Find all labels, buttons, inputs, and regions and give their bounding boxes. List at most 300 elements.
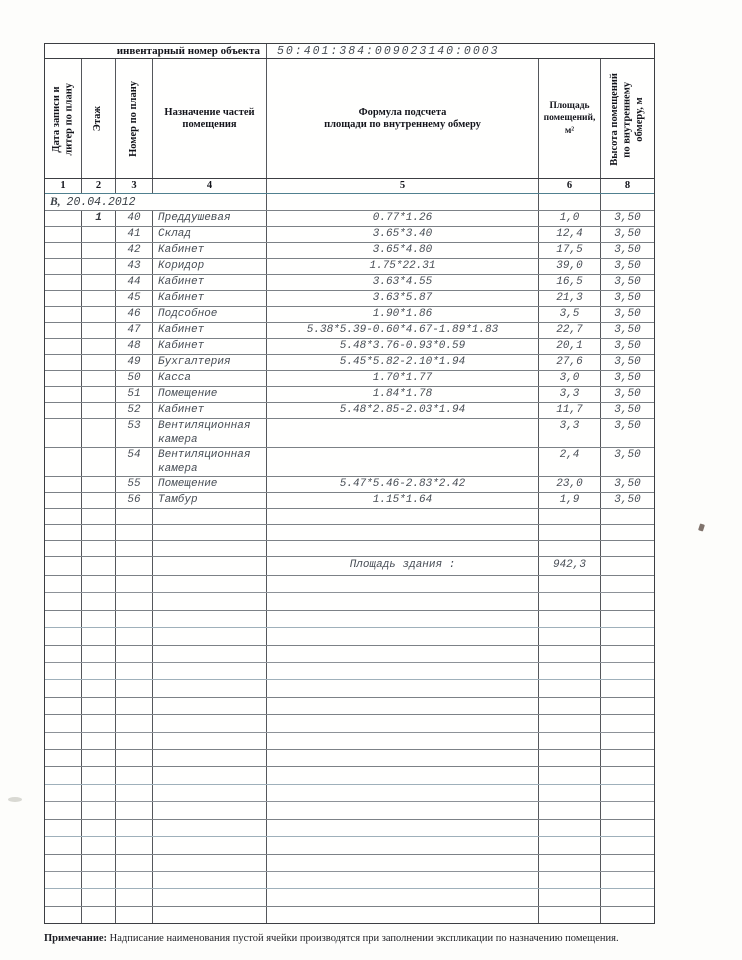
- cell-name: [153, 715, 267, 731]
- cell-name: [153, 663, 267, 679]
- column-header-date: [45, 59, 82, 178]
- cell-floor: [82, 403, 116, 418]
- cell-formula: 5.48*3.76-0.93*0.59: [267, 339, 539, 354]
- column-number: 1: [45, 179, 82, 193]
- cell-height: 3,50: [614, 388, 641, 400]
- empty-cell: [539, 194, 601, 210]
- cell-area: [539, 820, 601, 836]
- cell-number: [116, 802, 153, 818]
- cell-height: [601, 628, 654, 644]
- header-line: Площадь: [549, 100, 590, 111]
- cell-area: [539, 907, 601, 923]
- cell-date: [45, 477, 82, 492]
- cell-date: [45, 889, 82, 905]
- cell-formula: [267, 525, 539, 540]
- cell-area: [539, 855, 601, 871]
- cell-height: [601, 733, 654, 749]
- cell-name: [153, 593, 267, 609]
- cell-height: [601, 750, 654, 766]
- cell-date: [45, 307, 82, 322]
- scan-smudge: [8, 797, 22, 802]
- cell-area: [539, 593, 601, 609]
- cell-area: 1,0: [539, 211, 601, 226]
- cell-date: [45, 403, 82, 418]
- cell-number: [116, 907, 153, 923]
- cell-name: [153, 698, 267, 714]
- cell-date: [45, 259, 82, 274]
- cell-floor: [82, 448, 116, 476]
- cell-date: [45, 820, 82, 836]
- header-line: Назначение частей: [164, 106, 255, 118]
- cell-number: 52: [116, 403, 153, 418]
- table-row: [45, 448, 654, 477]
- cell-number: [116, 525, 153, 540]
- cell-area: 12,4: [539, 227, 601, 242]
- cell-number: [116, 576, 153, 592]
- header-line: помещения: [182, 119, 237, 130]
- cell-floor: [82, 889, 116, 905]
- table-row: [45, 403, 654, 419]
- table-row: [45, 715, 654, 732]
- cell-formula: [267, 628, 539, 644]
- cell-name: Касса: [153, 371, 267, 386]
- cell-height: 3,50: [614, 420, 641, 432]
- cell-name: Кабинет: [153, 291, 267, 306]
- cell-number: 50: [116, 371, 153, 386]
- cell-height: [601, 802, 654, 818]
- table-row: [45, 509, 654, 525]
- cell-date: [45, 227, 82, 242]
- cell-floor: 1: [82, 211, 116, 226]
- cell-name: [153, 541, 267, 556]
- header-line: Высота помещений: [608, 72, 620, 166]
- cell-name: Кабинет: [153, 339, 267, 354]
- cell-date: [45, 525, 82, 540]
- cell-area: 11,7: [539, 403, 601, 418]
- cell-formula: [267, 767, 539, 783]
- cell-floor: [82, 227, 116, 242]
- cell-formula: [267, 855, 539, 871]
- cell-date: [45, 750, 82, 766]
- cell-number: [116, 698, 153, 714]
- cell-date: [45, 371, 82, 386]
- header-line: площади по внутреннему обмеру: [324, 119, 481, 130]
- cell-number: [116, 750, 153, 766]
- cell-area: 20,1: [539, 339, 601, 354]
- footnote-text: Надписание наименования пустой ячейки производятся при заполнении экспликации по назначению помещения.: [109, 933, 619, 944]
- cell-date: [45, 872, 82, 888]
- scan-speck: [698, 523, 705, 531]
- cell-name: [153, 855, 267, 871]
- cell-floor: [82, 243, 116, 258]
- cell-height: [601, 855, 654, 871]
- cell-floor: [82, 259, 116, 274]
- cell-name: [153, 628, 267, 644]
- cell-floor: [82, 663, 116, 679]
- cell-area: 2,4: [539, 448, 601, 476]
- cell-formula: 5.48*2.85-2.03*1.94: [267, 403, 539, 418]
- column-number: 4: [153, 179, 267, 193]
- cell-name: Подсобное: [153, 307, 267, 322]
- cell-floor: [82, 387, 116, 402]
- cell-date: [45, 291, 82, 306]
- cell-formula: [267, 509, 539, 524]
- cell-area: 3,3: [539, 419, 601, 447]
- building-area-label: Площадь здания :: [267, 557, 539, 575]
- cell-floor: [82, 593, 116, 609]
- cell-name: [153, 680, 267, 696]
- cell-height: 3,50: [614, 292, 641, 304]
- cell-date: [45, 785, 82, 801]
- cell-area: 3,0: [539, 371, 601, 386]
- cell-floor: [82, 509, 116, 524]
- cell-area: [539, 680, 601, 696]
- cell-floor: [82, 767, 116, 783]
- cell-area: [539, 576, 601, 592]
- table-row: [45, 323, 654, 339]
- cell-formula: [267, 698, 539, 714]
- cell-date: [45, 611, 82, 627]
- column-header-formula: [267, 59, 539, 178]
- cell-name: Кабинет: [153, 403, 267, 418]
- inventory-number-value: 50:401:384:009023140:0003: [277, 45, 500, 58]
- cell-formula: [267, 733, 539, 749]
- cell-number: [116, 872, 153, 888]
- table-row: [45, 767, 654, 784]
- cell-floor: [82, 907, 116, 923]
- cell-number: 54: [116, 448, 153, 476]
- cell-date: [45, 837, 82, 853]
- cell-height: 3,50: [614, 276, 641, 288]
- cell-number: [116, 593, 153, 609]
- table-row: [45, 837, 654, 854]
- table-row: [45, 820, 654, 837]
- cell-height: 3,50: [614, 404, 641, 416]
- header-line: обмеру, м: [633, 96, 645, 142]
- cell-number: [116, 820, 153, 836]
- cell-formula: 5.38*5.39-0.60*4.67-1.89*1.83: [267, 323, 539, 338]
- cell-height: 3,50: [614, 212, 641, 224]
- cell-number: 51: [116, 387, 153, 402]
- header-line: помещений, м²: [543, 113, 596, 136]
- cell-area: 27,6: [539, 355, 601, 370]
- cell-number: [116, 680, 153, 696]
- table-row: [45, 493, 654, 509]
- cell-formula: [267, 576, 539, 592]
- cell-name: Помещение: [153, 387, 267, 402]
- cell-height: 3,50: [614, 494, 641, 506]
- cell-area: 39,0: [539, 259, 601, 274]
- cell-name: Тамбур: [153, 493, 267, 508]
- cell-area: [539, 698, 601, 714]
- cell-name: [153, 733, 267, 749]
- cell-name: [153, 785, 267, 801]
- cell-area: 3,5: [539, 307, 601, 322]
- cell-floor: [82, 680, 116, 696]
- cell-formula: [267, 872, 539, 888]
- cell-number: [116, 767, 153, 783]
- table-row: [45, 750, 654, 767]
- cell-name: Вентиляционная камера: [153, 448, 267, 476]
- cell-height: 3,50: [614, 244, 641, 256]
- cell-date: [45, 733, 82, 749]
- cell-date: [45, 593, 82, 609]
- cell-date: [45, 509, 82, 524]
- table-row: [45, 611, 654, 628]
- cell-number: [116, 889, 153, 905]
- column-numbers-row: [45, 179, 654, 194]
- column-number: 2: [82, 179, 116, 193]
- cell-name: [153, 837, 267, 853]
- table-row: [45, 291, 654, 307]
- cell-formula: 3.65*3.40: [267, 227, 539, 242]
- cell-formula: 5.47*5.46-2.83*2.42: [267, 477, 539, 492]
- table-row: [45, 227, 654, 243]
- cell-height: [601, 509, 654, 524]
- cell-name: [153, 820, 267, 836]
- column-header-number: [116, 59, 153, 178]
- empty-rows-after: [45, 576, 654, 923]
- cell-name: Кабинет: [153, 275, 267, 290]
- cell-formula: [267, 750, 539, 766]
- cell-area: [539, 509, 601, 524]
- cell-height: 3,50: [614, 324, 641, 336]
- cell-floor: [82, 525, 116, 540]
- cell-formula: [267, 715, 539, 731]
- table-row: [45, 593, 654, 610]
- cell-number: 56: [116, 493, 153, 508]
- cell-area: [539, 802, 601, 818]
- cell-area: 3,3: [539, 387, 601, 402]
- column-number: 3: [116, 179, 153, 193]
- cell-name: [153, 525, 267, 540]
- header-line: Формула подсчета: [358, 106, 447, 118]
- footnote: [44, 932, 709, 945]
- header-line: Номер по плану: [127, 81, 139, 157]
- cell-number: [116, 785, 153, 801]
- cell-name: [153, 509, 267, 524]
- cell-number: [116, 715, 153, 731]
- cell-date: [45, 323, 82, 338]
- column-number: 8: [624, 180, 631, 191]
- cell-floor: [82, 541, 116, 556]
- cell-number: 46: [116, 307, 153, 322]
- cell-formula: [267, 541, 539, 556]
- table-row: [45, 477, 654, 493]
- cell-date: [45, 698, 82, 714]
- cell-number: [116, 733, 153, 749]
- cell-formula: [267, 785, 539, 801]
- table-row: [45, 889, 654, 906]
- table-row: [45, 419, 654, 448]
- cell-height: [601, 663, 654, 679]
- record-date: 20.04.2012: [66, 196, 136, 209]
- cell-height: [601, 541, 654, 556]
- column-number: 5: [267, 179, 539, 193]
- cell-number: 47: [116, 323, 153, 338]
- empty-cell: [601, 194, 654, 210]
- cell-name: Склад: [153, 227, 267, 242]
- cell-name: [153, 907, 267, 923]
- cell-formula: [267, 663, 539, 679]
- table-row: [45, 307, 654, 323]
- table-row: [45, 387, 654, 403]
- cell-area: 17,5: [539, 243, 601, 258]
- cell-height: 3,50: [614, 372, 641, 384]
- cell-floor: [82, 855, 116, 871]
- cell-height: [601, 872, 654, 888]
- cell-area: [539, 628, 601, 644]
- cell-floor: [82, 419, 116, 447]
- table-row: [45, 785, 654, 802]
- cell-height: [601, 525, 654, 540]
- table-row: [45, 259, 654, 275]
- cell-number: 53: [116, 419, 153, 447]
- cell-floor: [82, 785, 116, 801]
- cell-number: 42: [116, 243, 153, 258]
- cell-date: [45, 628, 82, 644]
- cell-height: [601, 785, 654, 801]
- cell-area: [539, 733, 601, 749]
- cell-floor: [82, 307, 116, 322]
- cell-formula: [267, 907, 539, 923]
- table-row: [45, 733, 654, 750]
- cell-floor: [82, 628, 116, 644]
- cell-name: [153, 872, 267, 888]
- cell-floor: [82, 576, 116, 592]
- cell-floor: [82, 323, 116, 338]
- cell-date: [45, 767, 82, 783]
- table-row: [45, 211, 654, 227]
- cell-date: [45, 448, 82, 476]
- table-row: [45, 663, 654, 680]
- cell-area: 23,0: [539, 477, 601, 492]
- table-row: [45, 907, 654, 923]
- cell-area: 22,7: [539, 323, 601, 338]
- cell-date: [45, 355, 82, 370]
- cell-formula: 0.77*1.26: [267, 211, 539, 226]
- table-row: [45, 680, 654, 697]
- cell-formula: 3.63*5.87: [267, 291, 539, 306]
- cell-height: 3,50: [614, 478, 641, 490]
- cell-formula: 5.45*5.82-2.10*1.94: [267, 355, 539, 370]
- table-row: [45, 855, 654, 872]
- cell-area: [539, 525, 601, 540]
- cell-formula: [267, 593, 539, 609]
- cell-height: 3,50: [614, 449, 641, 461]
- column-header-height: [601, 59, 654, 178]
- cell-name: Кабинет: [153, 323, 267, 338]
- cell-floor: [82, 820, 116, 836]
- cell-area: [539, 611, 601, 627]
- cell-floor: [82, 837, 116, 853]
- cell-formula: 1.75*22.31: [267, 259, 539, 274]
- cell-date: [45, 802, 82, 818]
- cell-formula: 1.84*1.78: [267, 387, 539, 402]
- cell-number: [116, 611, 153, 627]
- table-row: [45, 541, 654, 557]
- cell-height: [601, 576, 654, 592]
- header-line: Этаж: [92, 106, 104, 132]
- table-row: [45, 355, 654, 371]
- cell-formula: 3.63*4.55: [267, 275, 539, 290]
- cell-area: [539, 541, 601, 556]
- cell-height: [601, 907, 654, 923]
- table-row: [45, 646, 654, 663]
- header-line: литер по плану: [63, 82, 74, 156]
- cell-number: [116, 646, 153, 662]
- cell-name: [153, 750, 267, 766]
- cell-height: [601, 611, 654, 627]
- cell-area: 21,3: [539, 291, 601, 306]
- cell-date: [45, 243, 82, 258]
- cell-area: [539, 889, 601, 905]
- cell-number: [116, 855, 153, 871]
- cell-name: [153, 646, 267, 662]
- cell-date: [45, 339, 82, 354]
- building-area-value: 942,3: [539, 557, 601, 575]
- cell-name: [153, 576, 267, 592]
- table-row: [45, 339, 654, 355]
- cell-formula: [267, 448, 539, 476]
- cell-area: [539, 715, 601, 731]
- cell-height: [601, 837, 654, 853]
- empty-cell: [267, 194, 539, 210]
- cell-floor: [82, 750, 116, 766]
- cell-formula: [267, 837, 539, 853]
- table-row: [45, 371, 654, 387]
- cell-number: [116, 663, 153, 679]
- table-row: [45, 802, 654, 819]
- cell-number: 41: [116, 227, 153, 242]
- cell-number: [116, 509, 153, 524]
- cell-height: 3,50: [614, 228, 641, 240]
- cell-date: [45, 907, 82, 923]
- cell-name: [153, 767, 267, 783]
- cell-height: [601, 820, 654, 836]
- header-line: Дата записи и: [50, 85, 62, 153]
- cell-area: [539, 750, 601, 766]
- cell-floor: [82, 477, 116, 492]
- cell-height: 3,50: [614, 356, 641, 368]
- cell-name: Помещение: [153, 477, 267, 492]
- empty-cell: [601, 557, 654, 575]
- cell-date: [45, 387, 82, 402]
- litera-date-row: [45, 194, 654, 211]
- empty-cell: [82, 557, 116, 575]
- cell-floor: [82, 715, 116, 731]
- cell-height: 3,50: [614, 308, 641, 320]
- cell-floor: [82, 275, 116, 290]
- cell-height: [601, 698, 654, 714]
- cell-area: [539, 872, 601, 888]
- cell-floor: [82, 291, 116, 306]
- table-row: [45, 698, 654, 715]
- cell-formula: 3.65*4.80: [267, 243, 539, 258]
- cell-height: 3,50: [614, 340, 641, 352]
- cell-name: [153, 889, 267, 905]
- cell-number: 48: [116, 339, 153, 354]
- cell-name: Коридор: [153, 259, 267, 274]
- column-header-floor: [82, 59, 116, 178]
- cell-formula: [267, 611, 539, 627]
- cell-name: [153, 802, 267, 818]
- cell-floor: [82, 493, 116, 508]
- table-row: [45, 628, 654, 645]
- empty-cell: [153, 557, 267, 575]
- cell-name: Вентиляционная камера: [153, 419, 267, 447]
- litera-letter: В,: [50, 196, 61, 208]
